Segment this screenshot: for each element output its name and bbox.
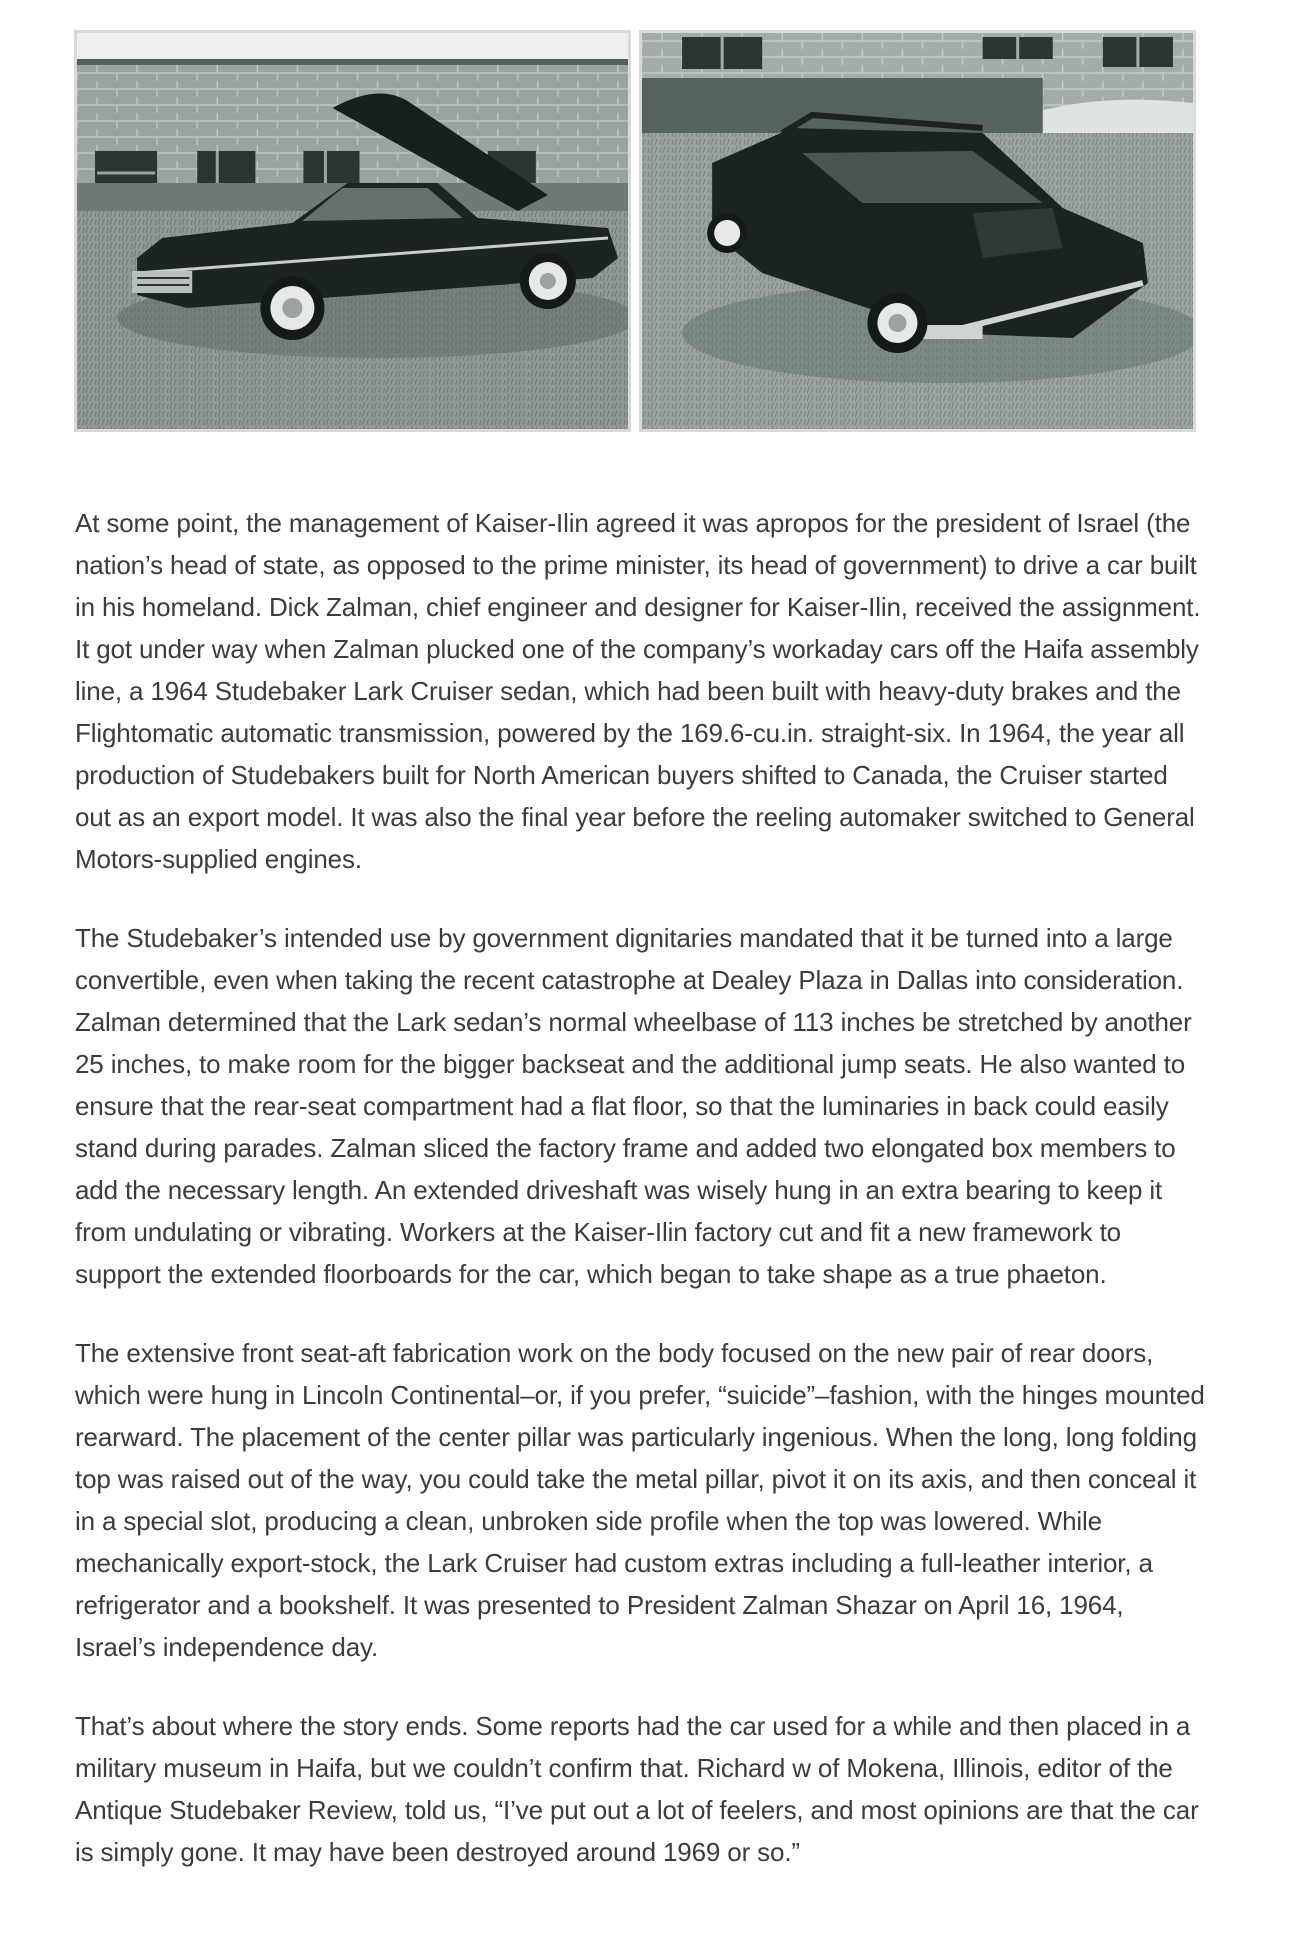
article-paragraph-1: At some point, the management of Kaiser-Ilin agreed it was apropos for the president of Israel (the nation’s head of state, as opposed to the prime minister, its head of government) to drive a car built in his homeland. Dick Zalman, chief engineer and designer for Kaiser-Ilin, received the assignment. It got under way when Zalman plucked one of the company’s workaday cars off the Haifa assembly line, a 1964 Studebaker Lark Cruiser sedan, which had been built with heavy-duty brakes and the Flightomatic automatic transmission, powered by the 169.6-cu.in. straight-six. In 1964, the year all production of Studebakers built for North American buyers shifted to Canada, the Cruiser started out as an export model. It was also the final year before the reeling automaker switched to General Motors-supplied engines. bbox=[75, 508, 1201, 874]
car-photo-convertible-rear[interactable] bbox=[639, 30, 1196, 432]
article-paragraph-4: That’s about where the story ends. Some reports had the car used for a while and then placed in a military museum in Haifa, but we couldn’t confirm that. Richard w of Mokena, Illinois, editor of the Antique Studebaker Review, told us, “I’ve put out a lot of feelers, and most opinions are that the car is simply gone. It may have been destroyed around 1969 or so.” bbox=[75, 1711, 1199, 1867]
article-paragraph-3: The extensive front seat-aft fabrication work on the body focused on the new pair of rear doors, which were hung in Lincoln Continental–or, if you prefer, “suicide”–fashion, with the hinges mounted rearward. The placement of the center pillar was particularly ingenious. When the long, long folding top was raised out of the way, you could take the metal pillar, pivot it on its axis, and then conceal it in a special slot, producing a clean, unbroken side profile when the top was lowered. While mechanically export-stock, the Lark Cruiser had custom extras including a full-leather interior, a refrigerator and a bookshelf. It was presented to President Zalman Shazar on April 16, 1964, Israel’s independence day. bbox=[75, 1338, 1205, 1662]
photo-gallery bbox=[74, 30, 1196, 432]
article-body bbox=[75, 502, 1205, 1910]
car-photo-convertible-rear-image bbox=[642, 33, 1193, 429]
car-photo-open-trunk-image bbox=[77, 33, 628, 429]
article-paragraph-2: The Studebaker’s intended use by government dignitaries mandated that it be turned into a large convertible, even when taking the recent catastrophe at Dealey Plaza in Dallas into consideration. Zalman determined that the Lark sedan’s normal wheelbase of 113 inches be stretched by another 25 inches, to make room for the bigger backseat and the additional jump seats. He also wanted to ensure that the rear-seat compartment had a flat floor, so that the luminaries in back could easily stand during parades. Zalman sliced the factory frame and added two elongated box members to add the necessary length. An extended driveshaft was wisely hung in an extra bearing to keep it from undulating or vibrating. Workers at the Kaiser-Ilin factory cut and fit a new framework to support the extended floorboards for the car, which began to take shape as a true phaeton. bbox=[75, 923, 1192, 1289]
car-photo-open-trunk[interactable] bbox=[74, 30, 631, 432]
